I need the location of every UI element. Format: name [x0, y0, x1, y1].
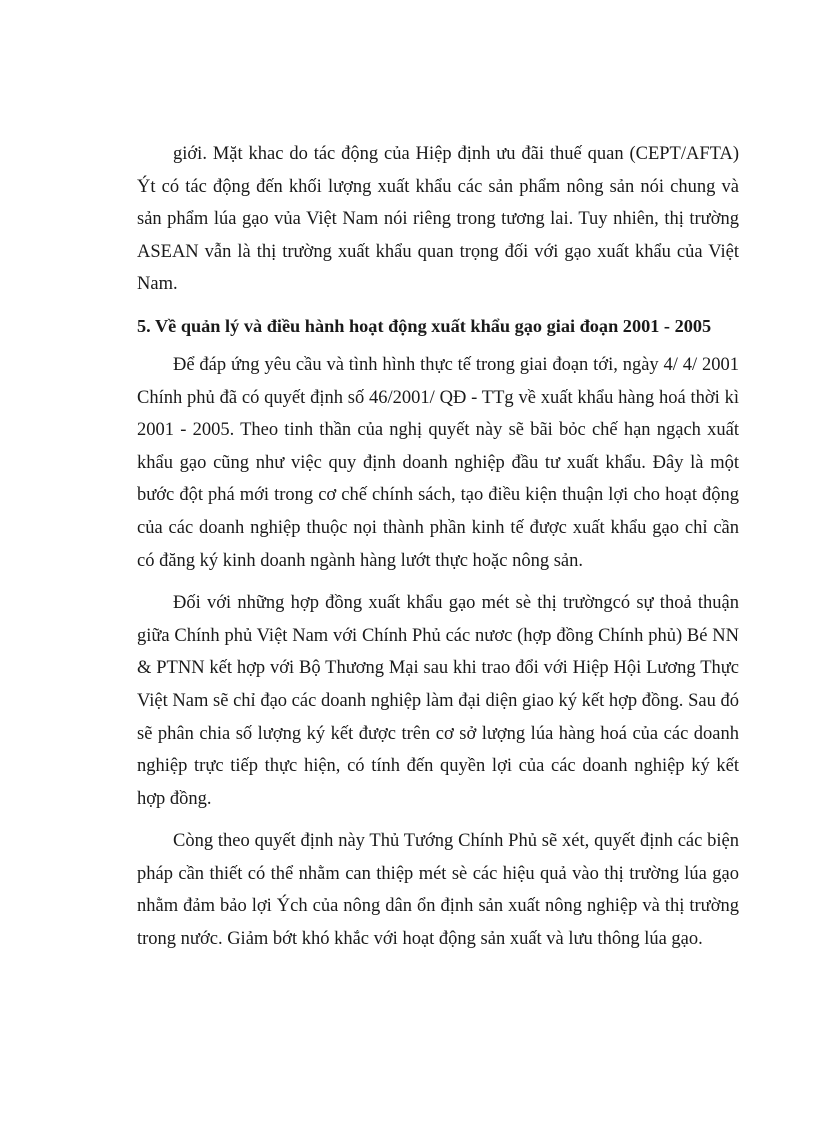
paragraph-1: Để đáp ứng yêu cầu và tình hình thực tế trong giai đoạn tới, ngày 4/ 4/ 2001 Chính phủ đã có quyết định số 46/2001/ QĐ - TTg về xuất khẩu hàng hoá thời kì 2001 - 2005. Theo tinh thần của nghị quyết này sẽ bãi bỏc chế hạn ngạch xuất khẩu gạo cũng như việc quy định doanh nghiệp đầu tư xuất khẩu. Đây là một bước đột phá mới trong cơ chế chính sách, tạo điều kiện thuận lợi cho hoạt động của các doanh nghiệp thuộc nọi thành phần kinh tế được xuất khẩu gạo chỉ cần có đăng ký kinh doanh ngành hàng lướt thực hoặc nông sản. — [137, 354, 739, 571]
section-heading: 5. Về quản lý và điều hành hoạt động xuất khẩu gạo giai đoạn 2001 - 2005 — [137, 315, 712, 336]
document-body — [137, 138, 739, 966]
paragraph-2: Đối với những hợp đồng xuất khẩu gạo mét sè thị trườngcó sự thoả thuận giữa Chính phủ Việt Nam với Chính Phủ các nươc (hợp đồng Chính phủ) Bé NN & PTNN kết hợp với Bộ Thương Mại sau khi trao đổi với Hiệp Hội Lương Thực Việt Nam sẽ chỉ đạo các doanh nghiệp làm đại diện giao ký kết hợp đồng. Sau đó sẽ phân chia số lượng ký kết được trên cơ sở lượng lúa hàng hoá của các doanh nghiệp trực tiếp thực hiện, có tính đến quyền lợi của các doanh nghiệp ký kết hợp đồng. — [137, 593, 739, 809]
paragraph-3: Còng theo quyết định này Thủ Tướng Chính Phủ sẽ xét, quyết định các biện pháp cần thiết có thể nhằm can thiệp mét sè các hiệu quả vào thị trường lúa gạo nhằm đảm bảo lợi Ých của nông dân ổn định sản xuất nông nghiệp và thị trường trong nước. Giảm bớt khó khắc với hoạt động sản xuất và lưu thông lúa gạo. — [137, 831, 739, 950]
paragraph-continued: giới. Mặt khac do tác động của Hiệp định ưu đãi thuế quan (CEPT/AFTA) Ýt có tác động đến khối lượng xuất khẩu các sản phẩm nông sản nói chung và sản phẩm lúa gạo vủa Việt Nam nói riêng trong tương lai. Tuy nhiên, thị trường ASEAN vẫn là thị trường xuất khẩu quan trọng đối với gạo xuất khẩu của Việt Nam. — [137, 144, 739, 295]
